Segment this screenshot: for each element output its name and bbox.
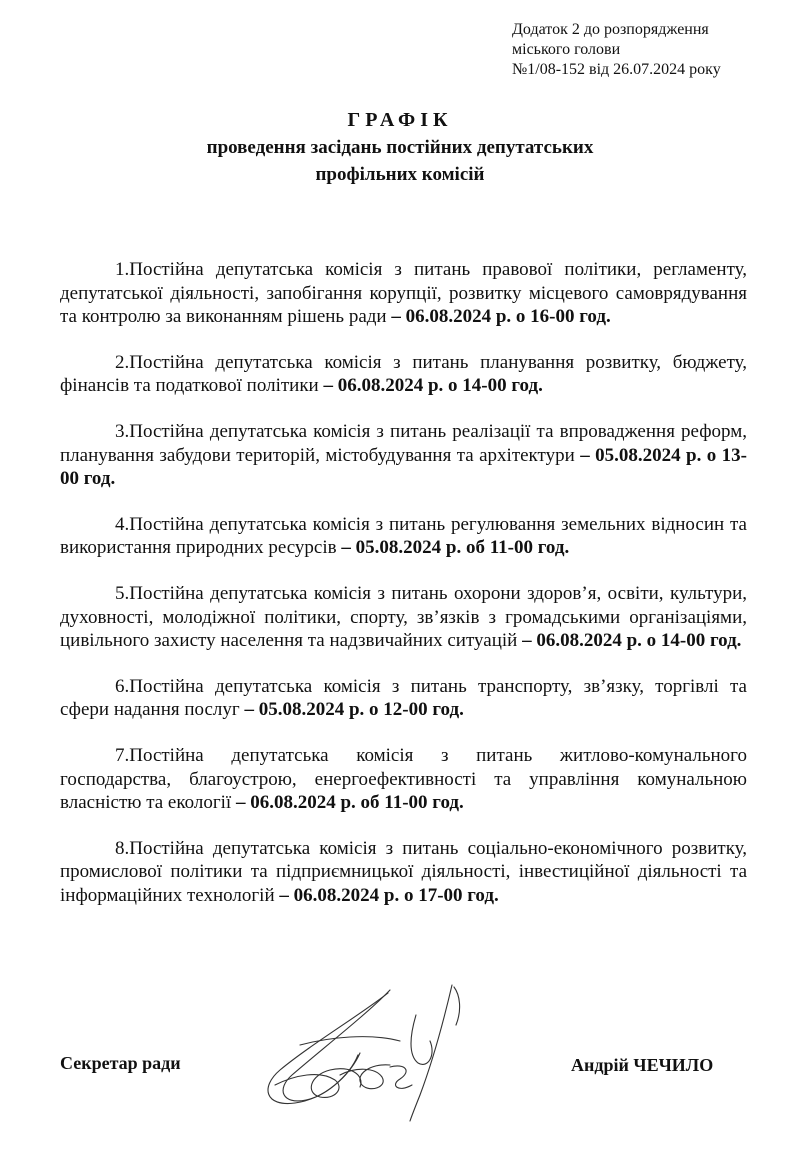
commission-text: 8.Постійна депутатська комісія з питань соціально-економічного розвитку, промислової політики та підприємницької діяльності, інвестиційної діяльності та інформаційних технологій <box>60 837 747 906</box>
annex-line-2: міського голови <box>512 41 621 58</box>
handwritten-signature <box>240 975 510 1125</box>
annex-line-1: Додаток 2 до розпорядження <box>512 21 709 38</box>
meeting-datetime: – 06.08.2024 р. об 11-00 год. <box>235 792 464 814</box>
title-subtitle-line-1: проведення засідань постійних депутатських <box>206 137 594 158</box>
meeting-datetime: – 05.08.2024 р. о 12-00 год. <box>244 699 464 721</box>
meeting-datetime: – 06.08.2024 р. о 17-00 год. <box>279 884 499 906</box>
title-main: ГРАФІК <box>347 109 453 131</box>
commission-item-8 <box>60 837 747 908</box>
meeting-datetime: – 06.08.2024 р. о 16-00 год. <box>391 306 611 328</box>
commission-item-3 <box>60 420 747 491</box>
document-title <box>0 106 800 188</box>
commission-text: 1.Постійна депутатська комісія з питань правової політики, регламенту, депутатської діяльності, запобігання корупції, розвитку місцевого самоврядування та контролю за виконанням рішень ради <box>60 259 747 328</box>
meeting-datetime: – 06.08.2024 р. о 14-00 год. <box>522 630 742 652</box>
commission-text: 6.Постійна депутатська комісія з питань транспорту, зв’язку, торгівлі та сфери надання послуг <box>60 675 747 721</box>
meeting-datetime: – 06.08.2024 р. о 14-00 год. <box>323 375 543 397</box>
commission-text: 2.Постійна депутатська комісія з питань планування розвитку, бюджету, фінансів та податкової політики <box>60 351 747 397</box>
signatory-position: Секретар ради <box>60 1053 181 1073</box>
commission-text: 7.Постійна депутатська комісія з питань житлово-комунального господарства, благоустрою, енергоефективності та управління комунальною власністю та екології <box>60 744 747 814</box>
commission-text: 3.Постійна депутатська комісія з питань реалізації та впровадження реформ, планування забудови територій, містобудування та архітектури <box>60 420 747 466</box>
signatory-name: Андрій ЧЕЧИЛО <box>571 1055 714 1075</box>
meeting-datetime: – 05.08.2024 р. об 11-00 год. <box>341 537 570 559</box>
commission-item-6 <box>60 675 747 722</box>
commission-item-5 <box>60 582 747 653</box>
title-subtitle-line-2: профільних комісій <box>315 164 485 185</box>
meeting-datetime: – 05.08.2024 р. о 13-00 год. <box>60 444 747 490</box>
commission-text: 4.Постійна депутатська комісія з питань регулювання земельних відносин та використання природних ресурсів <box>60 513 747 559</box>
annex-header <box>512 20 721 80</box>
commission-item-4 <box>60 513 747 560</box>
commission-item-2 <box>60 351 747 398</box>
commission-item-1 <box>60 258 747 329</box>
commission-list <box>60 258 747 929</box>
commission-text: 5.Постійна депутатська комісія з питань охорони здоров’я, освіти, культури, духовності, молодіжної політики, спорту, зв’язків з громадськими організаціями, цивільного захисту населення та надзвичайних ситуацій <box>60 582 747 652</box>
commission-item-7 <box>60 744 747 815</box>
annex-line-3: №1/08-152 від 26.07.2024 року <box>512 61 721 78</box>
